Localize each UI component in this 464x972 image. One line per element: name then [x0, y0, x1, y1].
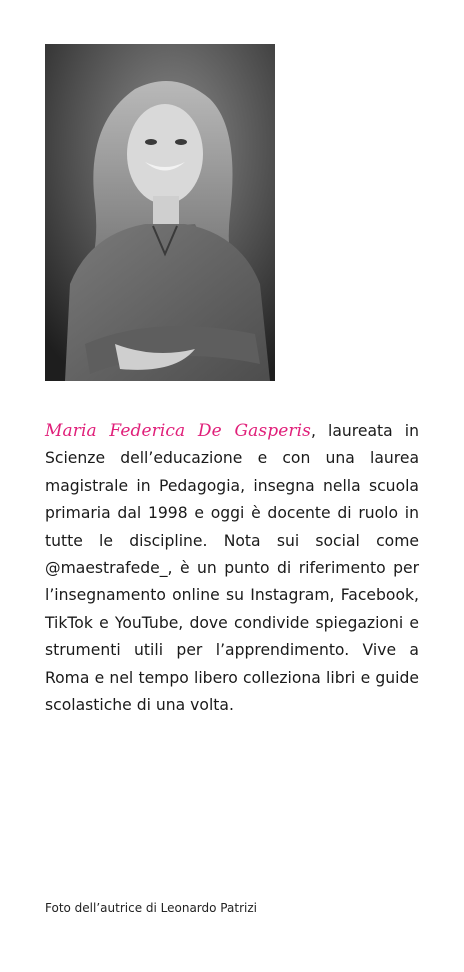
author-name: Maria Federica De Gasperis [45, 421, 311, 441]
author-bio [45, 418, 419, 719]
author-photo [45, 44, 275, 381]
photo-credit: Foto dell’autrice di Leonardo Patrizi [45, 901, 257, 915]
bio-text: , laureata in Scienze dell’educazione e con una laurea magistrale in Pedagogia, insegna nella scuola primaria dal 1998 e oggi è docente di ruolo in tutte le discipline. Nota sui social come @maestrafede_, è un punto di riferimento per l’insegnamento online su Instagram, Facebook, TikTok e YouTube, dove condivide spiegazioni e strumenti utili per l’apprendimento. Vive a Roma e nel tempo libero colleziona libri e guide scolastiche di una volta. [45, 422, 419, 715]
